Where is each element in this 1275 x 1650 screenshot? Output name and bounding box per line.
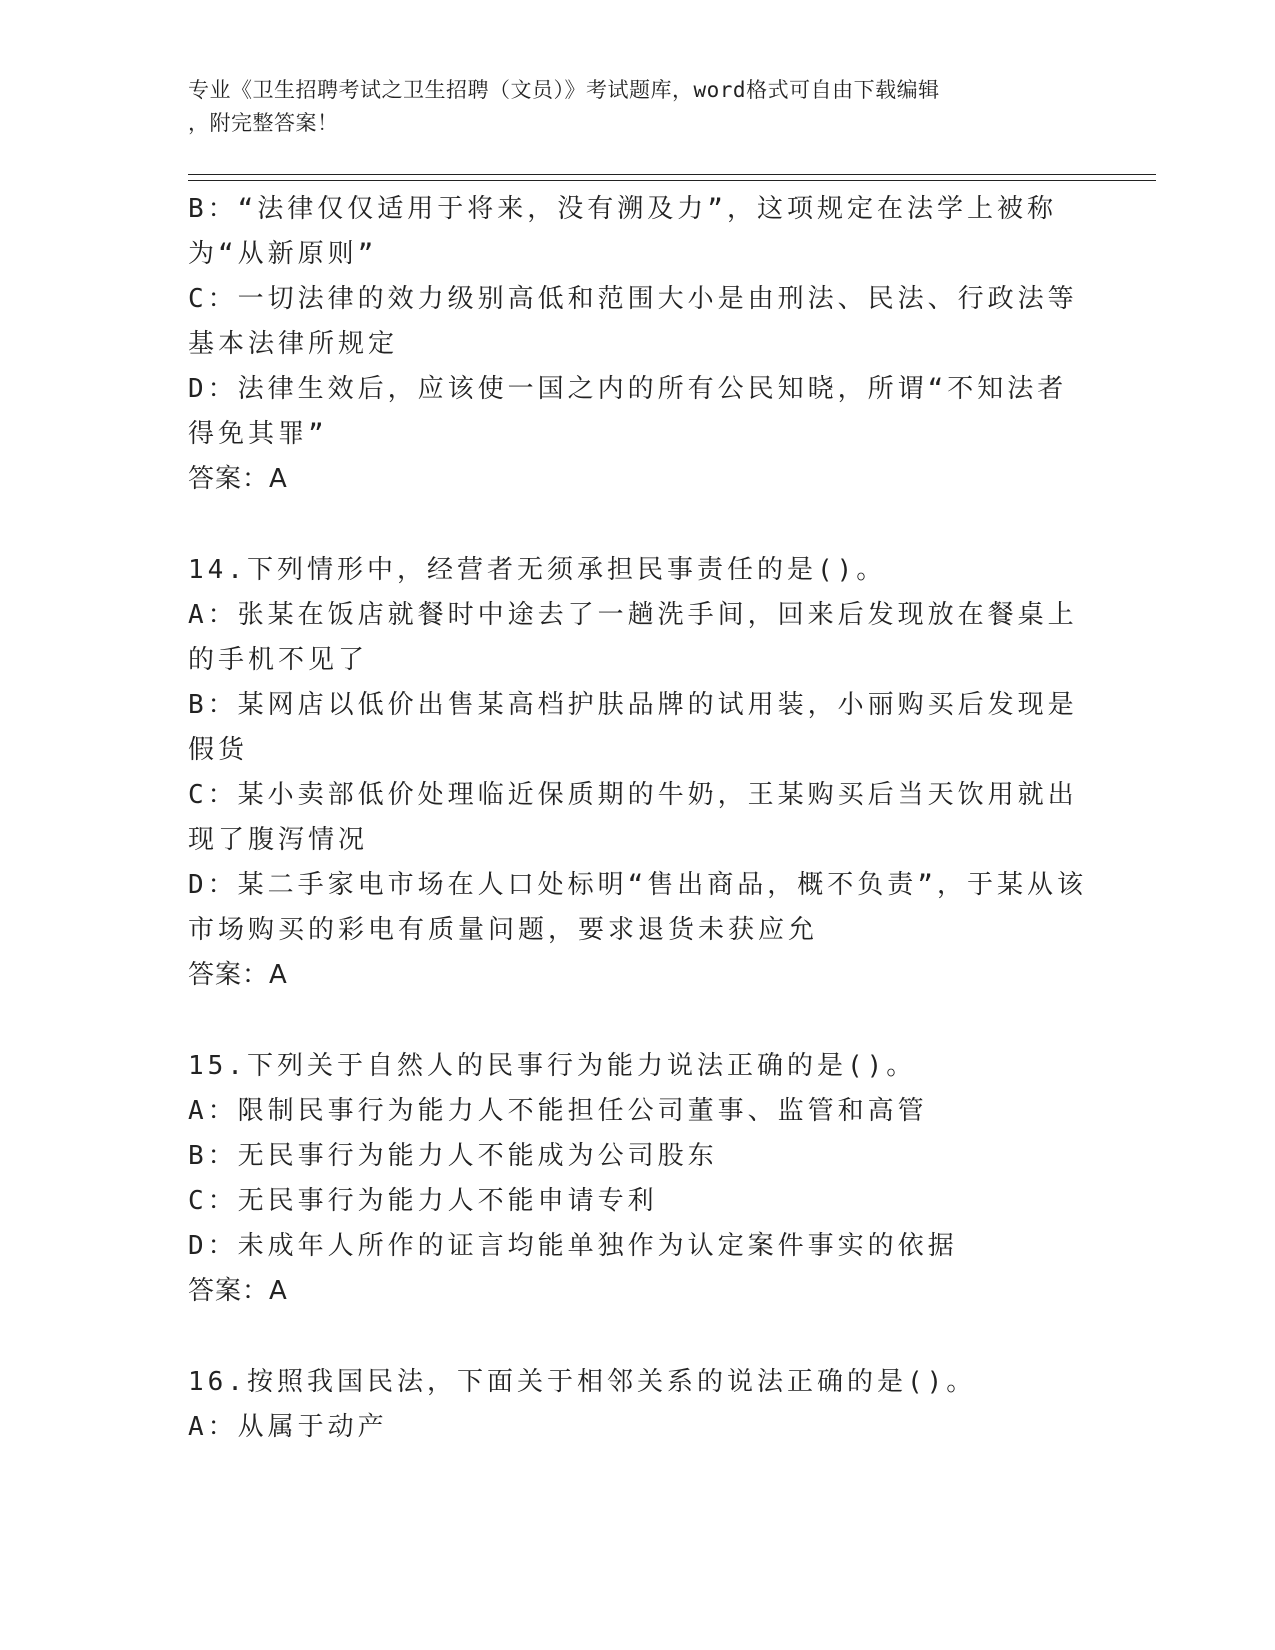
document-header [188, 74, 1068, 140]
question-14-stem: 14.下列情形中，经营者无须承担民事责任的是()。 [188, 555, 887, 585]
question-16-stem: 16.按照我国民法，下面关于相邻关系的说法正确的是()。 [188, 1367, 977, 1397]
question-14-option-d: D：某二手家电市场在人口处标明“售出商品，概不负责”，于某从该市场购买的彩电有质量问题，要求退货未获应允 [188, 870, 1087, 945]
question-16-option-a: A：从属于动产 [188, 1412, 388, 1442]
question-13-continued [188, 187, 1088, 502]
spacer [188, 998, 1088, 1044]
question-15-option-c: C：无民事行为能力人不能申请专利 [188, 1186, 658, 1216]
question-13-answer: 答案：A [188, 464, 288, 494]
question-13-option-b: B：“法律仅仅适用于将来，没有溯及力”，这项规定在法学上被称为“从新原则” [188, 194, 1057, 269]
question-list [188, 187, 1088, 1450]
question-15-answer: 答案：A [188, 1276, 288, 1306]
question-14-option-c: C：某小卖部低价处理临近保质期的牛奶，王某购买后当天饮用就出现了腹泻情况 [188, 780, 1078, 855]
spacer [188, 1314, 1088, 1360]
question-15-option-a: A：限制民事行为能力人不能担任公司董事、监管和高管 [188, 1096, 928, 1126]
question-13-option-d: D：法律生效后，应该使一国之内的所有公民知晓，所谓“不知法者得免其罪” [188, 374, 1068, 449]
question-15-option-d: D：未成年人所作的证言均能单独作为认定案件事实的依据 [188, 1231, 958, 1261]
header-divider-top [188, 174, 1156, 175]
question-15-option-b: B：无民事行为能力人不能成为公司股东 [188, 1141, 718, 1171]
question-14-option-a: A：张某在饭店就餐时中途去了一趟洗手间，回来后发现放在餐桌上的手机不见了 [188, 600, 1078, 675]
header-line-1: 专业《卫生招聘考试之卫生招聘（文员）》考试题库，word格式可自由下载编辑 [188, 78, 940, 102]
question-15 [188, 1044, 1088, 1314]
header-divider-bottom [188, 180, 1156, 181]
question-15-stem: 15.下列关于自然人的民事行为能力说法正确的是()。 [188, 1051, 917, 1081]
question-16 [188, 1360, 1088, 1450]
question-13-option-c: C：一切法律的效力级别高低和范围大小是由刑法、民法、行政法等基本法律所规定 [188, 284, 1078, 359]
header-line-2: ，附完整答案！ [188, 111, 339, 135]
question-14-option-b: B：某网店以低价出售某高档护肤品牌的试用装，小丽购买后发现是假货 [188, 690, 1078, 765]
spacer [188, 502, 1088, 548]
question-14 [188, 548, 1088, 998]
question-14-answer: 答案：A [188, 960, 288, 990]
